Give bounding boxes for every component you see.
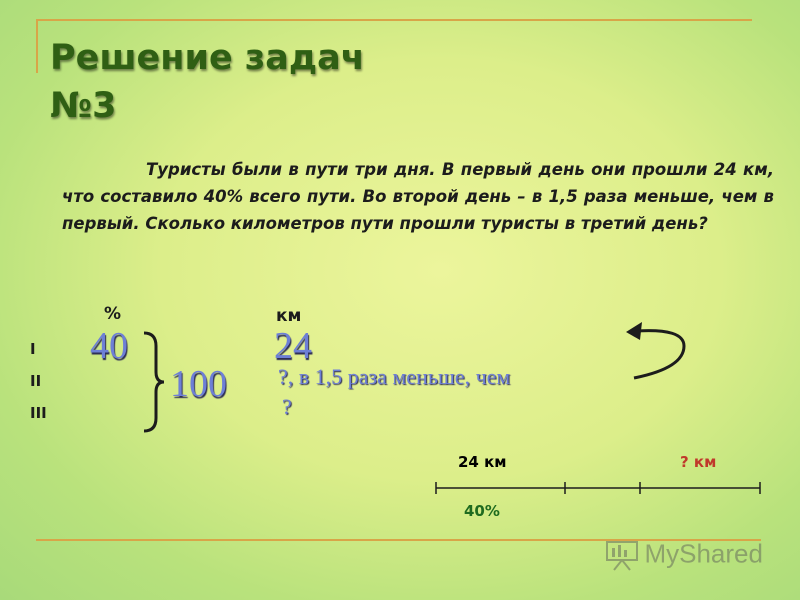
percent-header: % (104, 304, 122, 324)
left-rule (36, 19, 38, 73)
km-header: км (276, 306, 302, 326)
presentation-board-icon (604, 536, 640, 572)
segment-label-24km: 24 км (458, 453, 507, 471)
day1-km-value: 24 (274, 325, 312, 367)
title-line-2: №3 (50, 86, 117, 126)
curly-brace-icon (138, 330, 168, 434)
day1-percent-value: 40 (90, 325, 128, 367)
watermark (604, 536, 763, 572)
distance-segment (434, 480, 764, 496)
segment-label-unknown-km: ? км (680, 453, 717, 471)
row-label-1: I (30, 340, 36, 358)
segment-label-40-percent: 40% (464, 502, 500, 520)
watermark-text: MyShared (644, 538, 763, 569)
top-rule (36, 19, 752, 21)
total-percent-value: 100 (170, 363, 227, 405)
day2-expression: ?, в 1,5 раза меньше, чем (278, 364, 511, 389)
curved-arrow-icon (620, 318, 690, 384)
row-label-3: III (30, 404, 47, 422)
row-label-2: II (30, 372, 42, 390)
day3-question: ? (282, 394, 292, 419)
problem-statement: Туристы были в пути три дня. В первый день они прошли 24 км, что составило 40% всего пути. Во второй день – в 1,5 раза меньше, чем в первый. Сколько километров пути прошли туристы в третий день? (62, 160, 774, 233)
title-line-1: Решение задач (50, 38, 365, 78)
slide-title (50, 34, 365, 130)
